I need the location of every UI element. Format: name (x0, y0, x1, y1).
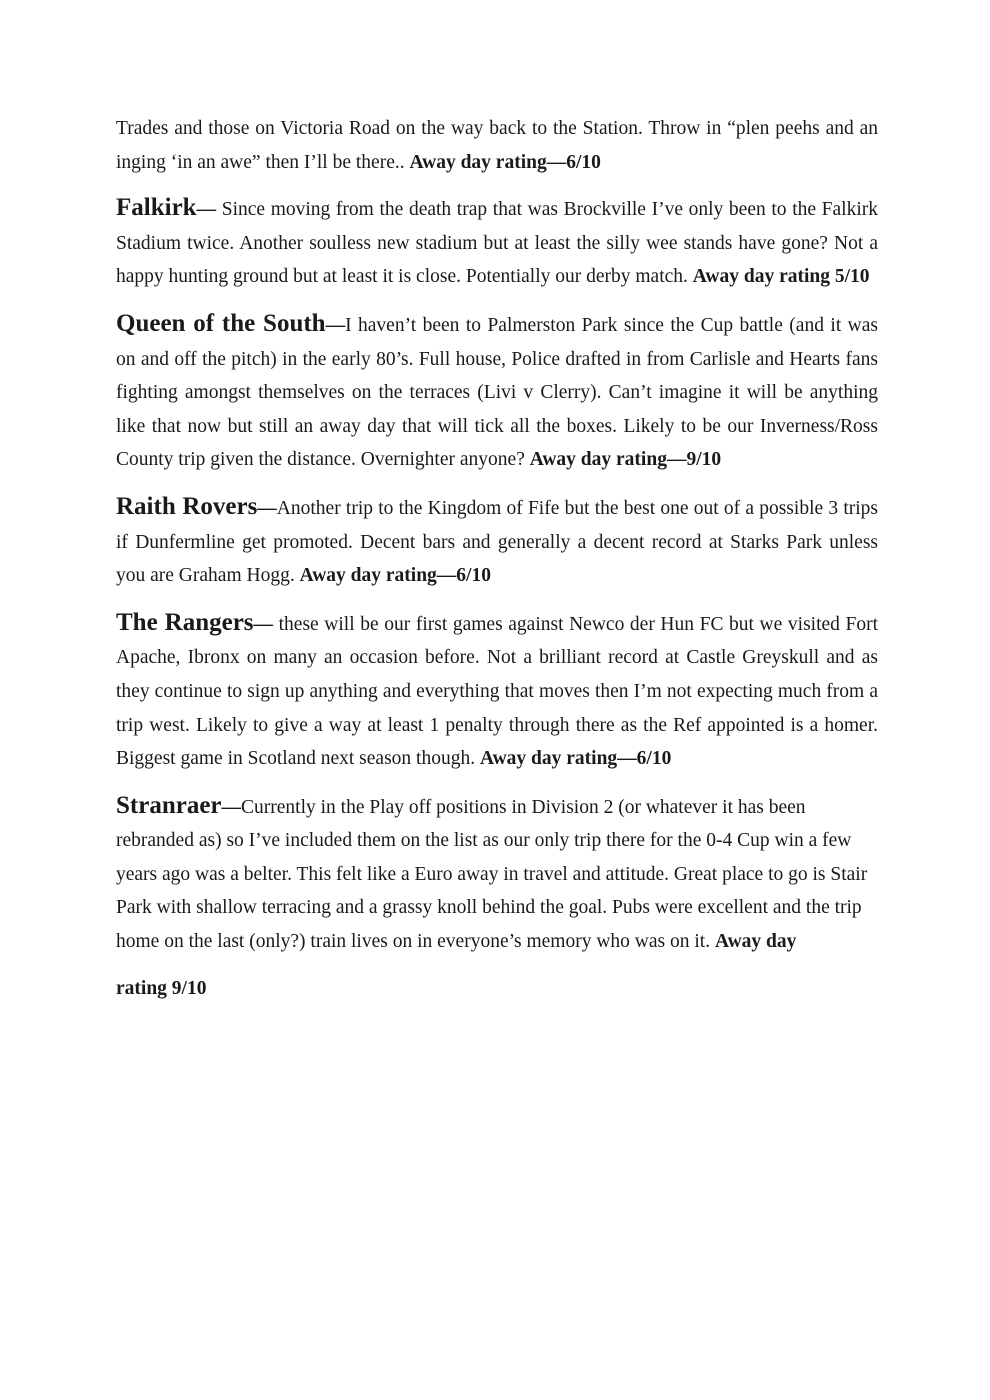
paragraph-body: Trades and those on Victoria Road on the way back to the Station. Throw in “plen peehs and an inging ‘in an awe” then I’ll be there.. (116, 118, 878, 173)
away-day-rating: Away day rating—9/10 (529, 449, 722, 471)
trailing-rating: rating 9/10 (116, 977, 207, 999)
dash-separator: — (257, 497, 277, 519)
team-name: Stranraer (116, 791, 222, 819)
away-day-rating: Away day rating—6/10 (409, 151, 601, 173)
document-page (116, 112, 878, 1005)
team-name: The Rangers (116, 608, 254, 636)
dash-separator: — (221, 796, 242, 818)
paragraph-body: Currently in the Play off positions in Division 2 (or whatever it has been rebranded as) so I’ve included them on the list as our only trip there for the 0-4 Cup win a few years ago was a belter. This felt like a Euro away in travel and attitude. Great place to go is Stair Park with shallow terracing and a grassy knoll behind the goal. Pubs were excellent and the trip home on the last (only?) train lives on in everyone’s memory who was on it. (116, 796, 868, 953)
team-name: Falkirk (116, 194, 197, 222)
paragraph-raith-rovers (116, 490, 878, 593)
paragraph-body: Since moving from the death trap that was Brockville I’ve only been to the Falkirk Stadium twice. Another soulless new stadium but at least the silly wee stands have gone? Not a happy hunting ground but at least it is close. Potentially our derby match. (116, 199, 878, 288)
paragraph-stranraer (116, 789, 878, 959)
dash-separator: — (325, 314, 346, 336)
paragraph-trades (116, 112, 878, 179)
paragraph-queen-of-the-south (116, 307, 878, 477)
dash-separator: — (196, 199, 217, 221)
dash-separator: — (253, 613, 279, 635)
away-day-rating: Away day rating 5/10 (692, 266, 870, 288)
paragraph-body: these will be our first games against Newco der Hun FC but we visited Fort Apache, Ibronx on many an occasion before. Not a brilliant record at Castle Greyskull and as they continue to sign up anything and everything that moves then I’m not expecting much from a trip west. Likely to give a way at least 1 penalty through there as the Ref appointed is a homer. Biggest game in Scotland next season though. (116, 613, 878, 770)
paragraph-falkirk (116, 191, 878, 294)
paragraph-body: Another trip to the Kingdom of Fife but the best one out of a possible 3 trips if Dunfermline get promoted. Decent bars and generally a decent record at Starks Park unless you are Graham Hogg. (116, 497, 878, 587)
paragraph-the-rangers (116, 606, 878, 776)
away-day-rating: Away day (714, 931, 797, 953)
away-day-rating: Away day rating—6/10 (479, 748, 672, 770)
team-name: Queen of the South (116, 309, 326, 337)
away-day-rating: Away day rating—6/10 (299, 565, 491, 587)
team-name: Raith Rovers (116, 492, 258, 520)
paragraph-body: I haven’t been to Palmerston Park since the Cup battle (and it was on and off the pitch) in the early 80’s. Full house, Police drafted in from Carlisle and Hearts fans fighting amongst themselves on the terraces (Livi v Clerry). Can’t imagine it will be anything like that now but still an away day that will tick all the boxes. Likely to be our Inverness/Ross County trip given the distance. Overnighter anyone? (116, 314, 878, 471)
